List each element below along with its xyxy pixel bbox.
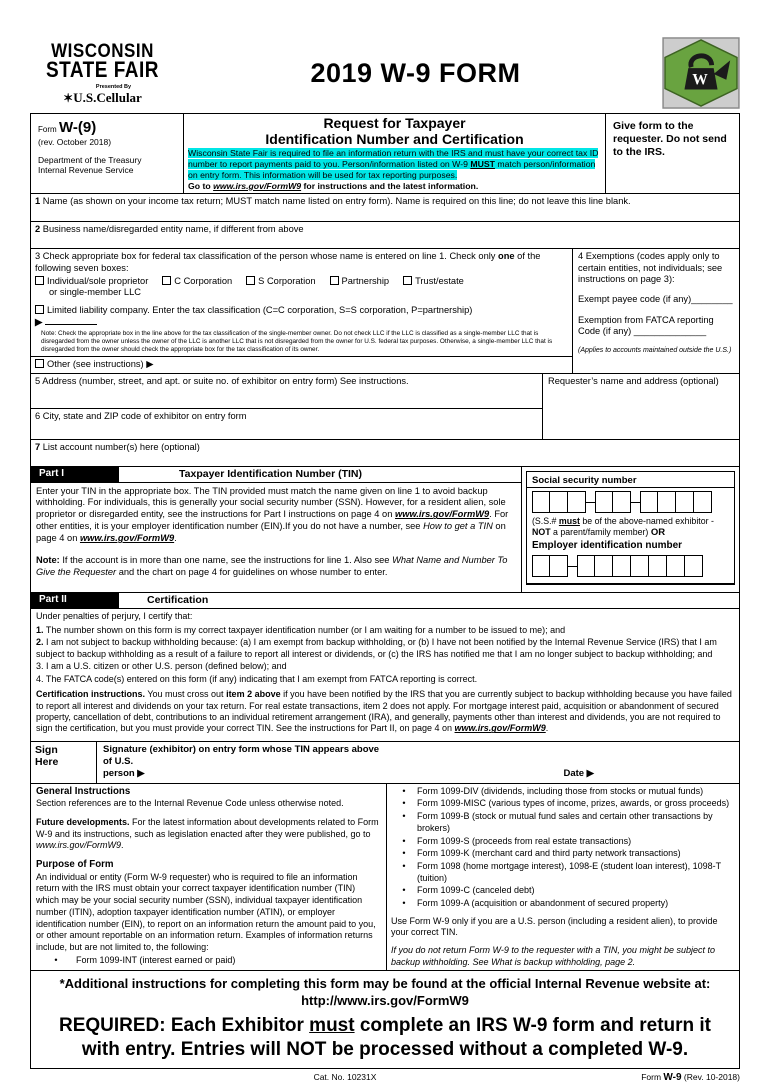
- s-corporation-checkbox[interactable]: [246, 276, 255, 285]
- form-header-row: [31, 114, 739, 194]
- page-title: 2019 W-9 FORM: [310, 57, 521, 88]
- instructions-right-column: [387, 784, 739, 971]
- checkbox-item-trust: Trust/estate: [403, 276, 464, 287]
- banner-line1: *Additional instructions for completing this form may be found at the official Internal Revenue website at:: [59, 976, 711, 992]
- page-footer: [30, 1072, 740, 1083]
- irs-formw9-link[interactable]: www.irs.gov/FormW9: [79, 533, 175, 544]
- line6-city-state-zip-field[interactable]: 6 City, state and ZIP code of exhibitor on entry form: [35, 410, 247, 421]
- page-header: [30, 36, 740, 110]
- general-instructions-section: [31, 784, 739, 972]
- line6-label: City, state and ZIP code of exhibitor on entry form: [40, 410, 247, 421]
- requester-name-address-field[interactable]: Requester’s name and address (optional): [548, 375, 719, 386]
- ssn-dash: [586, 502, 595, 503]
- llc-classification-entry[interactable]: ▶: [35, 316, 568, 328]
- form-revision: (rev. October 2018): [38, 137, 112, 148]
- logo-text-line2: STATE FAIR: [45, 58, 160, 83]
- instructions-left-column: [31, 784, 387, 971]
- tin-paragraph: Enter your TIN in the appropriate box. The TIN provided must match the name given on line 1 to avoid backup withholding. For individuals, this is generally your social security number (SSN). However, for a resident alien, sole proprietor or disregarded entity, see the instructions for Part I instructions on page 4 on www.irs.gov/FormW9. For other entities, it is your employer identification number (EIN).If you do not have a number, see How to get a TIN on page 4 on www.irs.gov/FormW9.: [36, 485, 509, 544]
- irs-formw9-link[interactable]: www.irs.gov/FormW9: [213, 180, 302, 191]
- tin-box: [526, 471, 735, 586]
- line7-label: List account number(s) here (optional): [40, 441, 200, 452]
- sign-here-row: [31, 742, 739, 784]
- line5-label: Address (number, street, and apt. or suite no. of exhibitor on entry form) See instructions.: [40, 375, 409, 386]
- exempt-payee-code-field[interactable]: Exempt payee code (if any)________: [578, 294, 733, 305]
- line1-label: Name (as shown on your income tax return; MUST match name listed on entry form). Name is required on this line; do not leave this line blank.: [40, 196, 631, 207]
- dept-line1: Department of the Treasury: [38, 154, 142, 165]
- line2-number: 2: [35, 224, 41, 235]
- certification-items: [36, 625, 734, 685]
- future-developments-text: Future developments. For the latest information about developments related to Form W-9 and its instructions, such as legislation enacted after they were published, go to www.irs.gov/FormW9.: [36, 817, 379, 851]
- checkbox-item-c-corp: C Corporation: [162, 276, 232, 287]
- llc-classification-blank[interactable]: [45, 316, 97, 325]
- certification-intro: Under penalties of perjury, I certify that:: [36, 610, 193, 621]
- list-item: • Form 1099-B (stock or mutual fund sales and certain other transactions by brokers): [402, 811, 713, 833]
- sponsor-label: ✶U.S.Cellular: [63, 89, 142, 105]
- watering-can-icon: [662, 37, 740, 109]
- individual-label-line2: or single-member LLC: [49, 287, 141, 298]
- part1-instructions: [31, 483, 521, 592]
- part1-section: [31, 467, 739, 593]
- hexagon-w-logo: [656, 37, 740, 109]
- wisconsin-state-fair-logo: [30, 39, 175, 105]
- tin-entry-column: [522, 467, 739, 592]
- llc-checkbox-line: Limited liability company. Enter the tax classification (C=C corporation, S=S corporation, P=partnership): [35, 305, 568, 316]
- backup-withholding-warning: If you do not return Form W-9 to the requester with a TIN, you might be subject to backup withholding. See What is backup withholding, page 2.: [391, 945, 715, 967]
- other-checkbox-line: Other (see instructions) ▶: [31, 356, 572, 370]
- highlighted-notice: Wisconsin State Fair is required to file an information return with the IRS and must have your correct tax ID number to report payments paid to you. Person/information listed on W-9 MUST match person/information on entry form. This information will be used for tax reporting purposes.: [188, 148, 599, 180]
- line4-exemptions: [573, 249, 739, 372]
- form-footer-id: Form W-9 (Rev. 10-2018): [641, 1071, 740, 1083]
- ssn-note: (S.S.# must be of the above-named exhibitor - NOT a parent/family member) OR: [532, 516, 714, 539]
- c-corporation-checkbox[interactable]: [162, 276, 171, 285]
- checkbox-item-partnership: Partnership: [330, 276, 390, 287]
- part1-title: Taxpayer Identification Number (TIN): [179, 467, 362, 480]
- form-title-line2: Identification Number and Certification: [265, 131, 524, 148]
- irs-formw9-link[interactable]: www.irs.gov/FormW9: [454, 723, 546, 734]
- part1-text-column: [31, 467, 522, 592]
- list-item: • Form 1099-DIV (dividends, including those from stocks or mutual funds): [402, 785, 704, 796]
- goto-instructions: Go to www.irs.gov/FormW9 for instructions and the latest information.: [188, 180, 479, 191]
- give-form-cell: Give form to the requester. Do not send to the IRS.: [613, 120, 727, 159]
- applies-note: (Applies to accounts maintained outside the U.S.): [578, 347, 732, 355]
- signature-area[interactable]: [97, 742, 739, 783]
- form-title-cell: [184, 114, 606, 193]
- svg-text:W: W: [692, 71, 708, 89]
- required-notice: REQUIRED: Each Exhibitor must complete an IRS W-9 form and return it with entry. Entries will NOT be processed without a completed W-9.: [58, 1015, 712, 1060]
- ein-dash: [568, 566, 577, 567]
- cert-item-2: 2. I am not subject to backup withholding because: (a) I am exempt from backup withholding, or (b) I have not been notified by the Internal Revenue Service (IRS) that I am subject to backup withholding as a result of a failure to report all interest or dividends, or (c) the IRS has notified me that I am no longer subject to backup withholding; and: [36, 637, 717, 659]
- ein-title: Employer identification number: [532, 540, 683, 552]
- sign-here-label: Sign Here: [31, 742, 97, 783]
- partnership-checkbox[interactable]: [330, 276, 339, 285]
- line1-name-field[interactable]: [31, 194, 739, 222]
- catalog-number: Cat. No. 10231X: [313, 1071, 377, 1082]
- presented-by-label: Presented By: [95, 84, 132, 91]
- list-item: • Form 1099-S (proceeds from real estate transactions): [402, 835, 632, 846]
- form-word: Form: [38, 125, 57, 134]
- address-requester-row: [31, 374, 739, 440]
- ein-input-cells[interactable]: [532, 555, 729, 577]
- form-types-list: [391, 786, 733, 910]
- part1-bar: [31, 467, 521, 483]
- checkbox-item-individual: Individual/sole proprietor: [35, 276, 148, 287]
- fatca-code-field[interactable]: Exemption from FATCA reporting Code (if any) ______________: [578, 314, 714, 337]
- cert-item-3: 3. I am a U.S. citizen or other U.S. person (defined below); and: [36, 661, 287, 672]
- purpose-of-form-title: Purpose of Form: [36, 859, 114, 871]
- checkbox-item-s-corp: S Corporation: [246, 276, 315, 287]
- certification-instructions: Certification instructions. You must cross out item 2 above if you have been notified by the IRS that you are currently subject to backup withholding because you have failed to report all interest and dividends on your tax return. For real estate transactions, item 2 does not apply. For mortgage interest paid, acquisition or abandonment of secured property, cancellation of debt, contributions to an individual retirement arrangement (IRA), and generally, payments other than interest and dividends, you are not required to sign the certification, but you must provide your correct TIN. See the instructions for Part II, on page 4 on www.irs.gov/FormW9.: [36, 689, 732, 734]
- logo-text-line1: WISCONSIN: [51, 39, 154, 62]
- signature-label-line3: person ▶: [103, 768, 145, 780]
- section-references-text: Section references are to the Internal Revenue Code unless otherwise noted.: [36, 798, 344, 809]
- star-icon: ✶: [63, 90, 74, 105]
- line1-number: 1: [35, 196, 41, 207]
- ssn-input-cells[interactable]: [532, 491, 729, 513]
- part1-label: Part I: [31, 467, 119, 482]
- list-item: • Form 1098 (home mortgage interest), 1098-E (student loan interest), 1098-T (tuition): [402, 860, 721, 883]
- part2-bar: [31, 593, 739, 609]
- other-checkbox[interactable]: [35, 359, 44, 368]
- banner-url[interactable]: http://www.irs.gov/FormW9: [301, 993, 469, 1009]
- list-item: • Form 1099-C (canceled debt): [402, 885, 535, 896]
- llc-checkbox[interactable]: [35, 305, 44, 314]
- tin-note: Note: If the account is in more than one name, see the instructions for line 1. Also see What Name and Number To Give the Requester and the chart on page 4 for guidelines on whose number to enter.: [36, 554, 508, 577]
- must-emphasis: MUST: [470, 159, 495, 170]
- classification-checkbox-row: [35, 276, 568, 287]
- line4-heading: 4 Exemptions (codes apply only to certain entities, not individuals; see instructions on page 3):: [578, 251, 723, 285]
- llc-note: Note: Check the appropriate box in the line above for the tax classification of the single-member owner. Do not check LLC if the LLC is classified as a single-member LLC that is disregarded from the owner unless the owner of the LLC is another LLC that is not disregarded from the owner for U.S. federal tax purposes. Otherwise, a single-member LLC that is disregarded from the owner should check the appropriate box for the tax classification of its owner.: [41, 330, 553, 354]
- individual-checkbox[interactable]: [35, 276, 44, 285]
- line2-business-name-field[interactable]: [31, 222, 739, 249]
- part2-label: Part II: [31, 593, 119, 608]
- line2-label: Business name/disregarded entity name, if different from above: [40, 224, 304, 235]
- line5-address-field[interactable]: 5 Address (number, street, and apt. or suite no. of exhibitor on entry form) See instructions.: [31, 374, 542, 409]
- ssn-title: Social security number: [527, 475, 734, 489]
- general-instructions-title: General Instructions: [36, 785, 131, 797]
- trust-estate-checkbox[interactable]: [403, 276, 412, 285]
- irs-formw9-link[interactable]: www.irs.gov/FormW9: [394, 509, 490, 520]
- line3-tax-classification: 3 Check appropriate box for federal tax classification of the person whose name is entered on line 1. Check only one of the following seven boxes: Individual/sole proprietor C Corporation S Corporation Partnership Trust/estate or single-member LLC Limited liability company. Enter the tax classification (C=C corporation, S=S corporation, P=partnership) ▶ Note: Check the appropriate box in the line above for the tax classification of the single-member owner. Do not check LLC if the LLC is classified as a single-member LLC that is disregarded from the owner unless the owner of the LLC is another LLC that is not disregarded from the owner for U.S. federal tax purposes. Otherwise, a single-member LLC that is disregarded from the owner should check the appropriate box for the tax classification of its owner. Other (see instructions) ▶: [31, 249, 573, 372]
- form-id-cell: [31, 114, 184, 193]
- signature-label-line2: of U.S.: [103, 756, 134, 768]
- cert-item-4: 4. The FATCA code(s) entered on this form (if any) indicating that I am exempt from FATCA reporting is correct.: [36, 673, 478, 684]
- dept-line2: Internal Revenue Service: [38, 165, 134, 176]
- form-number: W-(9): [59, 119, 97, 136]
- purpose-of-form-text: An individual or entity (Form W-9 requester) who is required to file an information return with the IRS must obtain your correct taxpayer identification number (TIN) which may be your social security number (SSN), individual taxpayer identification number (ITIN), adoption taxpayer identification number (ATIN), or employer identification number (EIN), to report on an information return the amount paid to you, or other amount reportable on an information return. Examples of information returns include, but are not limited to, the following:: [36, 871, 376, 952]
- left-bullet-item: • Form 1099-INT (interest earned or paid): [54, 954, 236, 965]
- additional-instructions-banner: [31, 971, 739, 1067]
- line7-account-numbers-field[interactable]: 7 List account number(s) here (optional): [31, 440, 739, 467]
- line3-number: 3: [35, 251, 41, 262]
- signature-label-line1: Signature (exhibitor) on entry form whose TIN appears above: [103, 743, 380, 755]
- use-form-text: Use Form W-9 only if you are a U.S. person (including a resident alien), to provide your correct TIN.: [391, 915, 718, 938]
- cert-item-1: 1. The number shown on this form is my correct taxpayer identification number (or I am waiting for a number to be issued to me); and: [36, 624, 566, 635]
- part2-title: Certification: [147, 593, 209, 606]
- classification-exemptions-row: [31, 249, 739, 373]
- date-field[interactable]: Date ▶: [563, 768, 594, 780]
- address-column: [31, 374, 543, 439]
- ssn-dash: [631, 502, 640, 503]
- certification-body: [31, 609, 739, 742]
- list-item: • Form 1099-MISC (various types of income, prizes, awards, or gross proceeds): [402, 798, 730, 809]
- list-item: • Form 1099-A (acquisition or abandonment of secured property): [402, 897, 669, 908]
- form-title-line1: Request for Taxpayer: [323, 115, 466, 131]
- list-item: • Form 1099-K (merchant card and third party network transactions): [402, 848, 681, 859]
- w9-form: [30, 113, 740, 1069]
